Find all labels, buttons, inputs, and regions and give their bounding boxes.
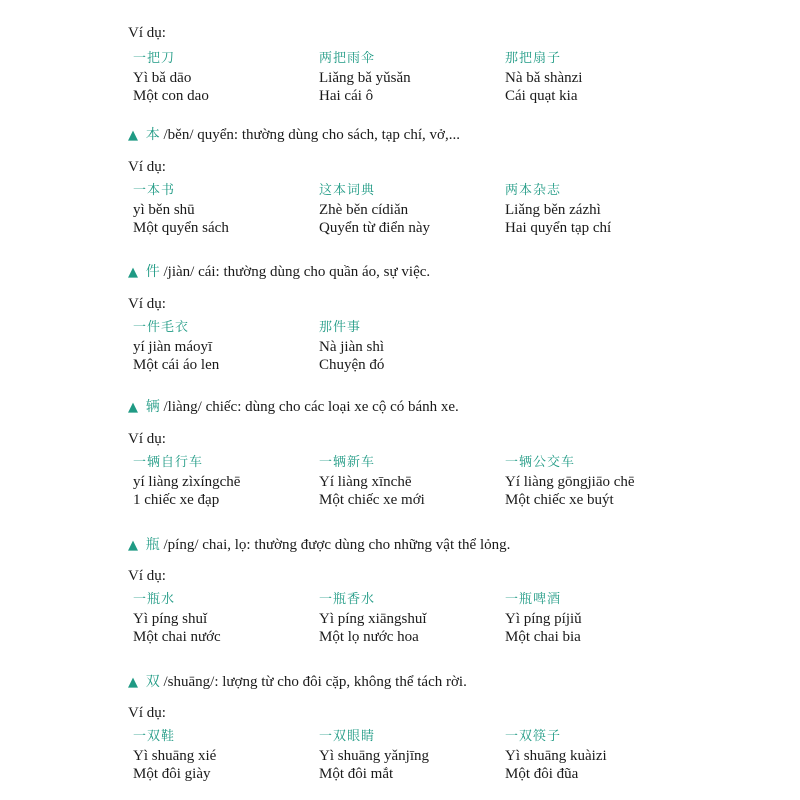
example-entry [319,455,499,509]
example-hanzi: 一辆自行车 [133,455,204,470]
example-label: Ví dụ: [128,25,166,41]
example-hanzi: 这本词典 [319,183,376,198]
measure-word-description: /shuāng/: lượng từ cho đôi cặp, không thể tách rời. [163,674,467,690]
example-pinyin: yì běn shū [133,202,195,218]
example-hanzi: 那把扇子 [505,51,562,66]
example-entry [133,320,313,374]
example-label: Ví dụ: [128,568,166,584]
example-hanzi: 一双筷子 [505,729,562,744]
example-meaning: Quyển từ điển này [319,220,431,236]
example-entry [505,183,685,237]
example-entry [133,592,313,646]
measure-word-heading [128,126,460,145]
example-hanzi: 一把刀 [133,51,176,66]
example-meaning: Một quyển sách [133,220,229,236]
triangle-marker-icon: ▲ [128,265,138,280]
example-entry [319,320,499,374]
example-meaning: Một chiếc xe buýt [505,492,614,508]
example-pinyin: Liǎng běn zázhì [505,202,601,218]
measure-word-hanzi: 本 [145,127,160,143]
example-pinyin: Yì shuāng xié [133,748,217,764]
measure-word-heading [128,673,467,692]
example-hanzi: 一双鞋 [133,729,176,744]
example-meaning: Hai quyển tạp chí [505,220,612,236]
example-hanzi: 一瓶水 [133,592,176,607]
example-entry [133,729,313,783]
example-pinyin: Yì píng shuǐ [133,611,208,627]
measure-word-heading [128,536,510,555]
example-entry [133,51,313,105]
example-entry [505,455,685,509]
example-meaning: Một đôi giày [133,766,211,782]
example-hanzi: 一件毛衣 [133,320,190,335]
example-meaning: Một chai nước [133,629,221,645]
example-pinyin: Yí liàng xīnchē [319,474,412,490]
example-meaning: Một chai bia [505,629,581,645]
example-pinyin: Yì píng xiāngshuǐ [319,611,427,627]
example-meaning: Một lọ nước hoa [319,629,419,645]
triangle-marker-icon: ▲ [128,538,138,553]
example-meaning: Cái quạt kia [505,88,578,104]
example-pinyin: Yì píng píjiǔ [505,611,582,627]
measure-word-hanzi: 瓶 [145,537,160,553]
example-hanzi: 一本书 [133,183,176,198]
measure-word-description: /jiàn/ cái: thường dùng cho quần áo, sự việc. [163,264,431,280]
example-entry [133,183,313,237]
example-meaning: Một cái áo len [133,357,220,373]
example-entry [133,455,313,509]
example-meaning: Một con dao [133,88,209,104]
example-pinyin: Yì bǎ dāo [133,70,192,86]
example-pinyin: yí liàng zìxíngchē [133,474,241,490]
example-entry [319,183,499,237]
measure-word-description: /píng/ chai, lọ: thường được dùng cho những vật thể lỏng. [163,537,511,553]
example-hanzi: 一辆新车 [319,455,376,470]
example-meaning: Chuyện đó [319,357,385,373]
measure-word-heading [128,263,430,282]
example-pinyin: Zhè běn cídiǎn [319,202,409,218]
example-entry [319,592,499,646]
measure-word-hanzi: 件 [145,264,160,280]
example-entry [505,51,685,105]
example-hanzi: 一瓶啤酒 [505,592,562,607]
example-entry [505,592,685,646]
example-label: Ví dụ: [128,159,166,175]
example-hanzi: 两本杂志 [505,183,562,198]
measure-word-description: /liàng/ chiếc: dùng cho các loại xe cộ có bánh xe. [163,399,459,415]
triangle-marker-icon: ▲ [128,400,138,415]
example-meaning: 1 chiếc xe đạp [133,492,220,508]
example-label: Ví dụ: [128,431,166,447]
example-pinyin: Yì shuāng kuàizi [505,748,607,764]
triangle-marker-icon: ▲ [128,128,138,143]
example-pinyin: Liǎng bǎ yǔsǎn [319,70,411,86]
example-meaning: Một đôi đũa [505,766,579,782]
example-pinyin: Yì shuāng yǎnjīng [319,748,429,764]
example-meaning: Một chiếc xe mới [319,492,425,508]
example-hanzi: 一双眼睛 [319,729,376,744]
example-pinyin: Yí liàng gōngjiāo chē [505,474,635,490]
example-label: Ví dụ: [128,296,166,312]
example-entry [319,729,499,783]
example-hanzi: 一辆公交车 [505,455,576,470]
example-meaning: Một đôi mắt [319,766,394,782]
measure-word-heading [128,398,459,417]
triangle-marker-icon: ▲ [128,675,138,690]
example-entry [319,51,499,105]
example-pinyin: yí jiàn máoyī [133,339,213,355]
example-hanzi: 那件事 [319,320,362,335]
example-entry [505,729,685,783]
measure-word-hanzi: 辆 [145,399,160,415]
example-hanzi: 一瓶香水 [319,592,376,607]
example-hanzi: 两把雨伞 [319,51,376,66]
measure-word-description: /běn/ quyển: thường dùng cho sách, tạp chí, vở,... [163,127,460,143]
example-pinyin: Nà bǎ shànzi [505,70,583,86]
example-label: Ví dụ: [128,705,166,721]
measure-word-hanzi: 双 [145,674,160,690]
example-meaning: Hai cái ô [319,88,374,104]
example-pinyin: Nà jiàn shì [319,339,384,355]
